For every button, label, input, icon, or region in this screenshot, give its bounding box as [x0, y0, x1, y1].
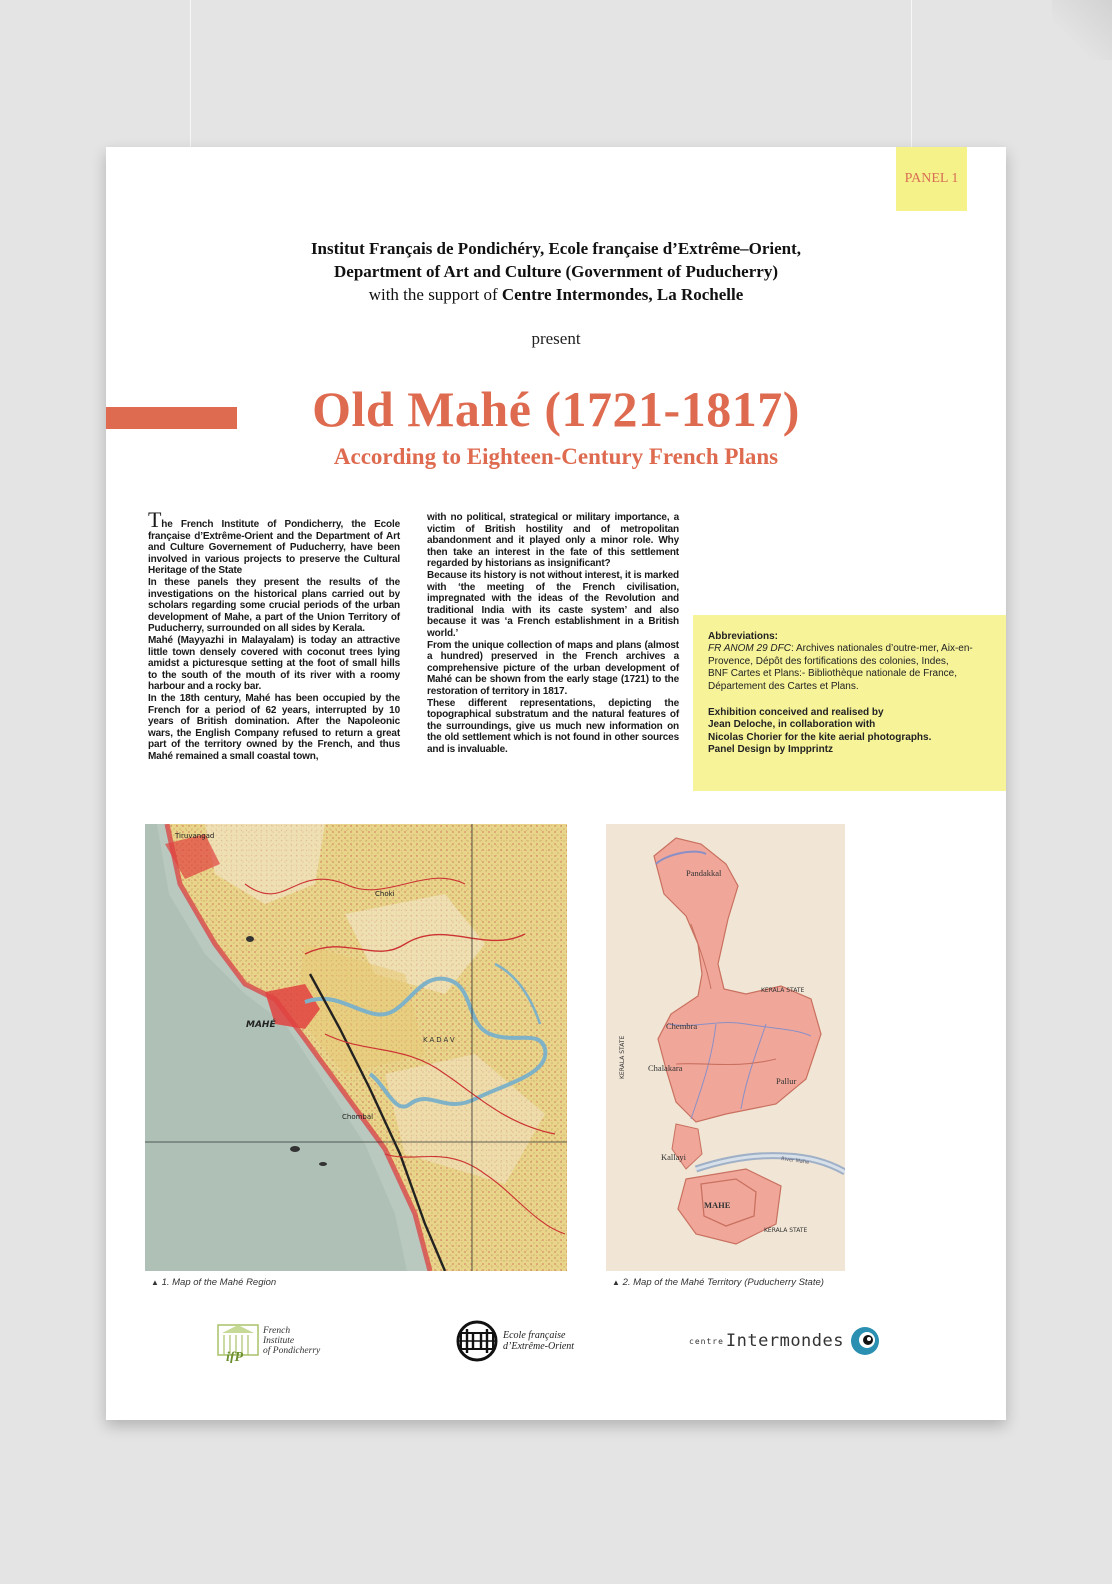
map2-caption-text: Map of the Mahé Territory (Puducherry State) — [633, 1277, 824, 1288]
fr-text: : Archives nationales d’outre-mer, Aix-en-Provence, Dépôt des fortifications des colonies, Indes, — [708, 643, 973, 667]
map2-label-mahe: MAHE — [704, 1200, 731, 1210]
ifp-mark-text: ifP — [226, 1350, 244, 1363]
ifp-text-1: French — [263, 1326, 291, 1336]
centre-intermondes-logo — [689, 1317, 882, 1365]
map-mahe-region — [145, 824, 567, 1271]
credits-support-prefix: with the support of — [368, 285, 502, 304]
ifp-text-3: of Pondicherry — [263, 1346, 321, 1356]
map1-label-choki: Choki — [375, 890, 395, 898]
ci-big-text: Intermondes — [725, 1331, 844, 1351]
map1-caption — [151, 1277, 276, 1288]
paragraph: From the unique collection of maps and plans (almost a hundred) preserved in the French archives a comprehensive picture of the urban development of Mahé can be shown from the early stage (1721) to the restoration of territory in 1817. — [427, 639, 679, 697]
credits-line-1: Institut Français de Pondichéry, Ecole française d’Extrême–Orient, — [310, 239, 802, 258]
ci-small-text: centre — [689, 1336, 724, 1346]
present-label: present — [531, 329, 581, 348]
abbreviations-heading: Abbreviations: — [708, 631, 779, 642]
map1-label-chombal: Chombal — [342, 1113, 374, 1121]
efeo-logo — [455, 1317, 574, 1365]
map1-label-top: Tiruvangad — [175, 832, 215, 840]
map1-label-town: MAHÉ — [246, 1020, 276, 1030]
exhibition-credit-2: Jean Deloche, in collaboration with — [708, 719, 876, 731]
map-mahe-territory — [606, 824, 845, 1271]
paragraph: In the 18th century, Mahé has been occupied by the French for a period of 62 years, interrupted by 10 years of British domination. After the Napoleonic wars, the English Company refused to return a great part of the territory owned by the French, and thus Mahé remained a small coastal town, — [148, 692, 400, 762]
map2-label-pandakkal: Pandakkal — [686, 868, 722, 878]
map2-label-kerala-state-2: KERALA STATE — [764, 1227, 808, 1234]
drop-cap: T — [148, 507, 162, 532]
caption-marker-icon: ▲ — [612, 1278, 620, 1287]
map-mahe-region-graphic — [145, 824, 567, 1271]
paragraph: Because its history is not without interest, it is marked with ‘the meeting of the French civilisation, impregnated with the ideas of the Revolution and traditional India with its caste system’ and also because it was ‘a French establishment in a British world.’ — [427, 569, 679, 639]
body-column-1 — [148, 507, 400, 762]
page-title: Old Mahé (1721-1817) — [312, 381, 800, 437]
wall-shadow — [1052, 0, 1112, 60]
map2-label-kerala-state-vertical: KERALA STATE — [619, 1035, 626, 1079]
abbreviations-box — [693, 615, 1006, 791]
body-column-2 — [427, 512, 679, 755]
paragraph: with no political, strategical or military importance, a victim of British hostility and of metropolitan abandonment and it played only a minor role. Why then take an interest in the fate of this settlement regarded by historians as insignificant? — [427, 512, 679, 570]
credits-line-3 — [106, 283, 1006, 306]
panel-number-tag: PANEL 1 — [896, 147, 967, 211]
map2-label-chalakara: Chalakara — [648, 1063, 683, 1073]
map2-label-river: River Mahe — [780, 1156, 810, 1166]
map2-label-kerala-state-1: KERALA STATE — [761, 987, 805, 994]
ci-swirl-icon — [848, 1324, 882, 1358]
credits-support-partner: Centre Intermondes, La Rochelle — [501, 285, 744, 304]
paragraph — [148, 507, 400, 577]
ifp-logo — [216, 1317, 320, 1365]
map1-caption-text: Map of the Mahé Region — [172, 1277, 277, 1288]
map1-caption-number: 1. — [161, 1277, 170, 1288]
efeo-emblem-icon — [455, 1319, 499, 1363]
efeo-text-1: Ecole française — [503, 1330, 566, 1341]
exhibition-credit-4: Panel Design by Impprintz — [708, 744, 834, 756]
paragraph: Mahé (Mayyazhi in Malayalam) is today an attractive little town densely covered with coconut trees lying amidst a picturesque setting at the foot of small hills to the south of the mouth of its river with a roomy harbour and a rocky bar. — [148, 634, 400, 693]
fr-code: FR ANOM 29 DFC — [708, 643, 791, 655]
map2-caption — [612, 1277, 824, 1288]
abbreviation-bnf: BNF Cartes et Plans:- Bibliothèque nationale de France, Département des Cartes et Plans. — [708, 668, 958, 692]
abbreviation-fr-anom — [708, 643, 992, 668]
credits-line-2: Department of Art and Culture (Government of Puducherry) — [334, 262, 778, 281]
exhibition-panel — [106, 147, 1006, 1420]
map2-label-chembra: Chembra — [666, 1021, 698, 1031]
ifp-text-2: Institute — [263, 1336, 295, 1346]
exhibition-credit-3: Nicolas Chorier for the kite aerial photographs. — [708, 731, 932, 743]
institution-credits — [106, 237, 1006, 306]
paragraph: These different representations, depicting the topographical substratum and the natural features of the surroundings, give us much new information on the old settlement which is not found in other sources and is invaluable. — [427, 697, 679, 755]
ifp-building-icon — [216, 1319, 260, 1363]
paragraph-text: he French Institute of Pondicherry, the Ecole française d’Extrême-Orient and the Department of Art and Culture Governement of Puducherry, have been involved in various projects to preserve the Cultural Heritage of the State — [148, 519, 400, 577]
map1-label-kadav: KADAV — [423, 1036, 457, 1044]
hanging-wire-right — [911, 0, 912, 148]
efeo-text-2: d’Extrême-Orient — [503, 1341, 575, 1352]
exhibition-credit-1: Exhibition conceived and realised by — [708, 707, 884, 719]
map-mahe-territory-graphic — [606, 824, 845, 1271]
map2-caption-number: 2. — [622, 1277, 631, 1288]
paragraph: In these panels they present the results of the investigations on the historical plans carried out by scholars regarding some crucial periods of the urban development of Mahe, a part of the Union Territory of Puducherry, surrounded on all sides by Kerala. — [148, 576, 400, 635]
page-subtitle: According to Eighteen-Century French Plans — [333, 444, 779, 469]
caption-marker-icon: ▲ — [151, 1278, 159, 1287]
map2-label-kallayi: Kallayi — [661, 1152, 687, 1162]
hanging-wire-left — [190, 0, 191, 148]
map2-label-pallur: Pallur — [776, 1076, 797, 1086]
